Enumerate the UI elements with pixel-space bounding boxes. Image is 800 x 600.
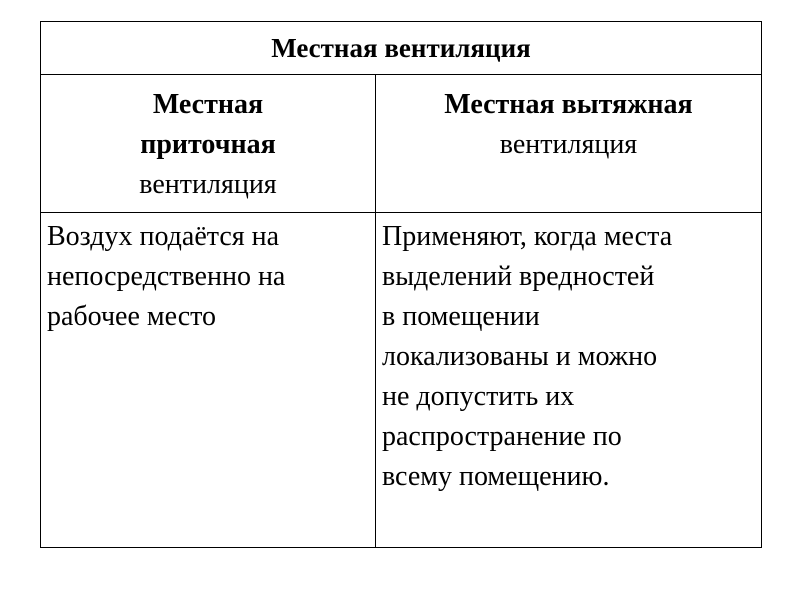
exhaust-text-line: всему помещению. xyxy=(382,461,610,492)
supply-text-line: рабочее место xyxy=(47,301,217,332)
exhaust-description xyxy=(376,213,762,548)
supply-text-line: непосредственно на xyxy=(47,261,286,292)
exhaust-text-line: в помещении xyxy=(382,301,540,332)
table-title: Местная вентиляция xyxy=(41,22,762,75)
header-exhaust-line-1: Местная вытяжная xyxy=(444,89,693,120)
exhaust-text-line: Применяют, когда места xyxy=(382,221,673,252)
header-exhaust-ventilation xyxy=(376,75,762,213)
title-row xyxy=(41,22,762,75)
ventilation-table xyxy=(40,21,762,548)
header-row xyxy=(41,75,762,213)
header-supply-line-3: вентиляция xyxy=(139,169,277,200)
header-exhaust-line-2: вентиляция xyxy=(499,129,638,160)
exhaust-text-line: не допустить их xyxy=(382,381,575,412)
supply-description xyxy=(41,213,376,548)
exhaust-text-line: выделений вредностей xyxy=(382,261,655,292)
body-row xyxy=(41,213,762,548)
header-supply-line-1: Местная xyxy=(152,89,264,120)
header-supply-line-2: приточная xyxy=(140,129,276,160)
exhaust-text-line: локализованы и можно xyxy=(382,341,658,372)
header-supply-ventilation xyxy=(41,75,376,213)
supply-text-line: Воздух подаётся на xyxy=(47,221,280,252)
exhaust-text-line: распространение по xyxy=(382,421,622,452)
